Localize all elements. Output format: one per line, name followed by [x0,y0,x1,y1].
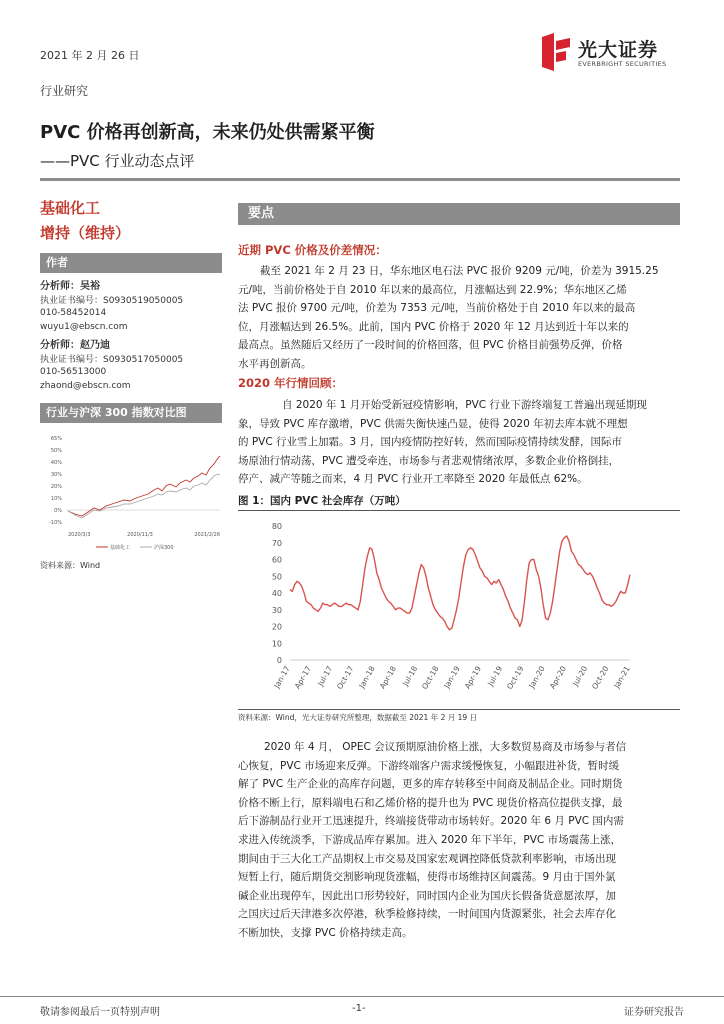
section2-paragraph [238,396,680,489]
mini-y-tick: 40% [50,460,62,466]
text-line: 后下游制品行业开工迅速提升，终端接货带动市场转好。2020 年 6 月 PVC 国内需 [238,815,624,828]
rating: 增持（维持） [40,224,131,242]
section2-title: 2020 年行情回顾： [238,376,344,390]
page-number: -1- [352,1003,366,1014]
logo-english-name: EVERBRIGHT SECURITIES [578,60,667,68]
figure1-bottom-rule [238,709,680,710]
mini-y-tick: -10% [49,520,62,526]
text-line: 碱企业出现停车，因此出口形势较好，同时国内企业为国庆长假备货意愿浓厚，加 [238,889,616,902]
text-line: 最高点。虽然随后又经历了一段时间的价格回落，但 PVC 价格目前强势反弹，价格 [238,339,623,352]
mini-x-tick: 2021/2/26 [194,532,220,538]
report-category: 行业研究 [40,84,89,98]
text-line: 之国庆过后天津港多次停港，秋季检修持续，一时间国内货源紧张，社会去库存化 [238,908,616,921]
company-logo [540,33,690,73]
text-line: 自 2020 年 1 月开始受新冠疫情影响，PVC 行业下游终端复工普遍出现延期现 [282,399,647,411]
author-2-cert: 执业证书编号：S0930517050005 [40,355,184,365]
text-line: 不断加快，支撑 PVC 价格持续走高。 [238,926,413,939]
footer-disclaimer[interactable]: 敬请参阅最后一页特别声明 [40,1007,160,1018]
author-1-email[interactable]: wuyu1@ebscn.com [40,322,128,332]
y-tick-label: 60 [271,555,282,565]
text-line: 法 PVC 报价 9700 元/吨，价差为 7353 元/吨，当前价格处于自 2010 年以来的最高 [238,302,636,315]
y-tick-label: 10 [271,639,282,649]
text-line: 2020 年 4 月， OPEC 会议预期原油价格上涨，大多数贸易商及市场参与者信 [264,741,627,753]
x-tick-label: Apr-17 [292,664,313,691]
y-tick-label: 50 [271,572,282,582]
author-1-name: 分析师：吴裕 [40,281,100,292]
mini-y-tick: 50% [50,448,62,454]
x-tick-label: Apr-19 [462,664,483,691]
author-2-email[interactable]: zhaond@ebscn.com [40,381,131,391]
y-tick-label: 0 [276,656,282,665]
text-line: 短暂上行，随后期货交割影响现货涨幅，使得市场维持区间震荡。9 月由于国外氯 [238,871,616,884]
x-tick-label: Oct-17 [335,664,356,691]
report-title: PVC 价格再创新高，未来仍处供需紧平衡 [40,122,375,143]
x-tick-label: Oct-20 [590,664,611,691]
figure1-top-rule [238,510,680,511]
figure1-title: 图 1：国内 PVC 社会库存（万吨） [238,495,406,507]
x-tick-label: Jul-18 [400,664,420,688]
text-line: 的 PVC 行业雪上加霜。3 月，国内疫情防控好转，然而国际疫情持续发酵，国际市 [238,436,623,449]
x-tick-label: Jul-17 [315,664,335,688]
x-tick-label: Apr-18 [377,664,398,691]
footer-divider [0,996,724,997]
mini-y-tick: 10% [50,496,62,502]
sector-name: 基础化工 [40,199,101,217]
text-line: 停产、减产等随之而来，4 月 PVC 行业开工率降至 2020 年最低点 62%。 [238,473,588,486]
y-tick-label: 20 [271,622,282,632]
x-tick-label: Apr-20 [547,664,568,691]
text-line: 水平再创新高。 [238,357,312,370]
mini-x-tick: 2020/11/3 [127,532,153,538]
text-line: 心恢复，PVC 市场迎来反弹。下游终端客户需求缓慢恢复，小幅跟进补货，暂时缓 [238,759,620,772]
logo-chinese-name: 光大证券 [578,39,659,61]
text-line: 象，导致 PVC 库存激增，PVC 供需失衡快速凸显，使得 2020 年初去库本就不理想 [238,417,628,430]
body-paragraph [40,738,680,943]
x-tick-label: Jan-21 [612,664,632,690]
x-tick-label: Jan-18 [357,664,377,690]
x-tick-label: Jul-19 [485,664,505,688]
mini-y-tick: 20% [50,484,62,490]
mini-series-hs300 [68,474,220,518]
x-tick-label: Jan-19 [442,664,462,690]
author-2-name: 分析师：赵乃迪 [40,340,110,351]
text-line: 解了 PVC 生产企业的高库存问题，更多的库存转移至中间商及制品企业。同时期货 [238,778,623,791]
key-points-header: 要点 [238,203,680,225]
text-line: 期间由于三大化工产品期权上市交易及国家宏观调控降低贷款利率影响，市场出现 [238,852,616,865]
mini-chart-header: 行业与沪深 300 指数对比图 [40,403,222,423]
report-subtitle: ——PVC 行业动态点评 [40,152,195,170]
x-tick-label: Jul-20 [570,664,590,688]
section1-paragraph [238,262,680,374]
x-tick-label: Oct-18 [420,664,441,691]
mini-legend-hs300: 沪深300 [154,545,174,551]
mini-y-tick: 65% [50,436,62,442]
text-line: 求进入传统淡季，下游成品库存累加。进入 2020 年下半年，PVC 市场震荡上涨， [238,833,622,846]
section1-title: 近期 PVC 价格及价差情况： [238,243,387,257]
figure1-source: 资料来源：Wind，光大证券研究所整理，数据截至 2021 年 2 月 19 日 [238,713,478,722]
text-line: 场原油行情动荡，PVC 遭受牵连，市场参与者悲观情绪浓厚，多数企业价格倒挂， [238,454,620,467]
y-tick-label: 70 [271,538,282,548]
text-line: 截至 2021 年 2 月 23 日，华东地区电石法 PVC 报价 9209 元/吨，价差为 3915.25 [260,265,659,277]
mini-y-tick: 0% [54,508,62,514]
mini-legend-chemical: 基础化工 [110,545,131,551]
x-tick-label: Jan-17 [272,664,292,690]
y-tick-label: 30 [271,605,282,615]
author-2-phone: 010-56513000 [40,367,107,377]
mini-y-tick: 30% [50,472,62,478]
y-tick-label: 40 [271,589,282,598]
author-1-phone: 010-58452014 [40,308,107,318]
mini-chart [40,428,225,558]
mini-chart-source: 资料来源：Wind [40,561,101,570]
header-divider [40,178,680,181]
x-tick-label: Oct-19 [505,664,526,691]
y-tick-label: 80 [271,522,282,531]
text-line: 位，月涨幅达到 26.5%。此前，国内 PVC 价格于 2020 年 12 月达到近十年以来的 [238,320,629,333]
x-tick-label: Jan-20 [527,664,547,690]
author-1-cert: 执业证书编号：S0930519050005 [40,296,184,306]
footer-report-type: 证券研究报告 [624,1007,684,1018]
authors-header: 作者 [40,253,222,273]
text-line: 元/吨，当前价格处于自 2010 年以来的最高位，月涨幅达到 22.9%；华东地区乙烯 [238,283,627,296]
logo-mark-icon [540,33,572,71]
series-line-pvc-inventory [290,536,630,630]
pvc-inventory-chart [238,514,680,708]
mini-series-chemical [68,456,220,516]
text-line: 价格不断上行，原料端电石和乙烯价格的提升也为 PVC 现货价格高位提供支撑，最 [238,796,623,809]
report-date: 2021 年 2 月 26 日 [40,49,140,62]
mini-x-tick: 2020/3/3 [68,532,91,538]
